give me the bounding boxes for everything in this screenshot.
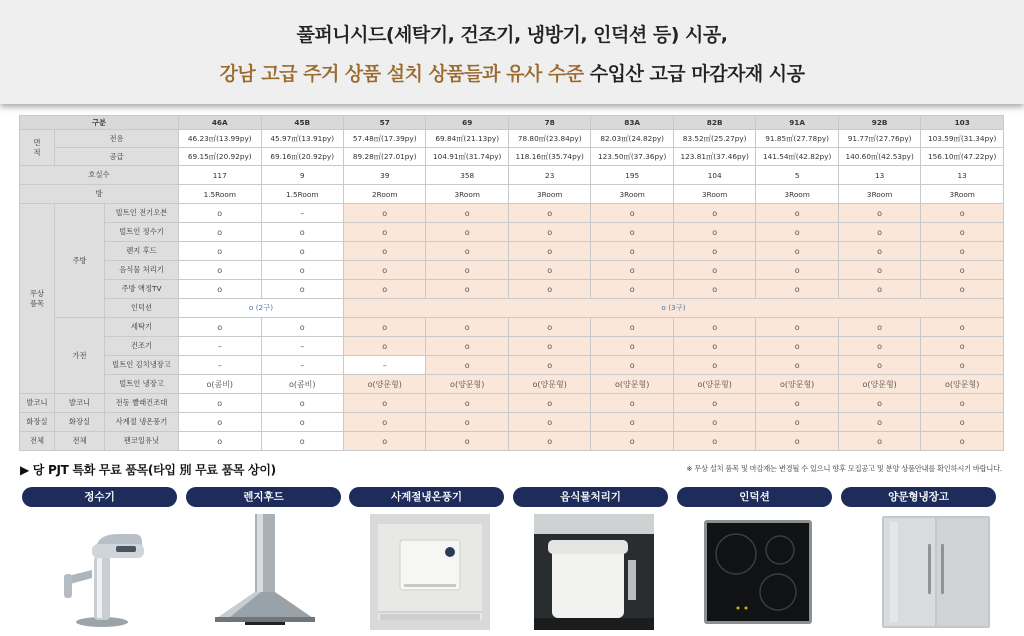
item-value-cell: o (426, 261, 508, 280)
area-value-cell: 123.50㎡(37.36py) (591, 148, 673, 166)
range-hood-photo (205, 514, 325, 630)
headline-line-2 (0, 59, 1024, 86)
item-value-cell: o (756, 356, 838, 375)
item-value-cell: o (426, 318, 508, 337)
item-value-cell: o (426, 223, 508, 242)
item-value-cell: o (921, 242, 1004, 261)
single-item-row (20, 394, 1004, 413)
item-value-cell: o (261, 413, 343, 432)
headline-rest: 수입산 고급 마감자재 시공 (589, 63, 805, 85)
induction-value-cell: o (2구) (179, 299, 344, 318)
item-value-cell: o (838, 394, 920, 413)
item-value-cell: o (426, 356, 508, 375)
item-value-cell: o (838, 356, 920, 375)
room-row-value-cell: 1.5Room (179, 185, 261, 204)
product-pill-food-disposer: 음식물처리기 (513, 487, 668, 507)
item-value-cell: – (179, 337, 261, 356)
header-label-cell: 구분 (20, 116, 179, 130)
item-value-cell: o (838, 204, 920, 223)
room-row-value-cell: 3Room (591, 185, 673, 204)
item-value-cell: o (838, 261, 920, 280)
item-value-cell: o(양문형) (591, 375, 673, 394)
item-value-cell: o (426, 337, 508, 356)
appliance-group-cell: 가전 (55, 318, 105, 394)
item-value-cell: o (179, 318, 261, 337)
item-value-cell: o(양문형) (343, 375, 425, 394)
item-value-cell: o (426, 242, 508, 261)
item-label-cell: 렌지 후드 (105, 242, 179, 261)
type-header-cell: 82B (673, 116, 755, 130)
product-pill-fridge: 양문형냉장고 (841, 487, 996, 507)
item-value-cell: o (508, 318, 590, 337)
item-value-cell: o (591, 223, 673, 242)
type-header-cell: 78 (508, 116, 590, 130)
item-label-cell: 전동 빨래건조대 (105, 394, 179, 413)
item-value-cell: o (343, 413, 425, 432)
product-pill-range-hood: 렌지후드 (186, 487, 341, 507)
food-disposer-photo (534, 514, 654, 630)
room-row-label-cell: 방 (20, 185, 179, 204)
item-value-cell: o (921, 394, 1004, 413)
type-header-cell: 69 (426, 116, 508, 130)
kitchen-item-row (20, 261, 1004, 280)
item-value-cell: o (591, 356, 673, 375)
item-value-cell: o (756, 394, 838, 413)
units-row-value-cell: 39 (343, 166, 425, 185)
item-value-cell: o (261, 318, 343, 337)
room-row-value-cell: 3Room (508, 185, 590, 204)
item-value-cell: o (508, 280, 590, 299)
item-value-cell: o (591, 337, 673, 356)
item-value-cell: o (343, 432, 425, 451)
item-value-cell: o (673, 242, 755, 261)
item-value-cell: o (756, 223, 838, 242)
item-value-cell: o (261, 223, 343, 242)
area-value-cell: 141.54㎡(42.82py) (756, 148, 838, 166)
area-value-cell: 69.15㎡(20.92py) (179, 148, 261, 166)
area-label-cell: 공급 (55, 148, 179, 166)
item-value-cell: o (426, 204, 508, 223)
item-value-cell: o (673, 280, 755, 299)
item-value-cell: o (673, 261, 755, 280)
item-value-cell: o (508, 432, 590, 451)
single-item-row (20, 413, 1004, 432)
item-value-cell: o (838, 337, 920, 356)
kitchen-item-row (20, 204, 1004, 223)
single-group-cell: 화장실 (55, 413, 105, 432)
single-group-cell: 전체 (55, 432, 105, 451)
spec-table-wrap (19, 115, 1004, 451)
item-value-cell: o (673, 394, 755, 413)
item-value-cell: o (756, 261, 838, 280)
area-value-cell: 123.81㎡(37.46py) (673, 148, 755, 166)
item-value-cell: o(양문형) (838, 375, 920, 394)
induction-photo (698, 514, 818, 630)
item-value-cell: o (426, 394, 508, 413)
item-value-cell: o (921, 337, 1004, 356)
item-value-cell: o (343, 337, 425, 356)
type-header-cell: 83A (591, 116, 673, 130)
item-value-cell: o (179, 432, 261, 451)
item-value-cell: o(양문형) (756, 375, 838, 394)
area-row (20, 130, 1004, 148)
area-value-cell: 45.97㎡(13.91py) (261, 130, 343, 148)
item-value-cell: o (426, 432, 508, 451)
area-value-cell: 156.10㎡(47.22py) (921, 148, 1004, 166)
item-value-cell: o (591, 242, 673, 261)
item-value-cell: o (673, 413, 755, 432)
units-row-value-cell: 358 (426, 166, 508, 185)
product-pill-induction: 인덕션 (677, 487, 832, 507)
item-value-cell: o(양문형) (426, 375, 508, 394)
units-row-value-cell: 9 (261, 166, 343, 185)
item-value-cell: o (921, 204, 1004, 223)
item-value-cell: o (921, 413, 1004, 432)
item-value-cell: o (838, 223, 920, 242)
area-value-cell: 140.60㎡(42.53py) (838, 148, 920, 166)
item-value-cell: o (673, 356, 755, 375)
item-value-cell: o (179, 394, 261, 413)
room-row-value-cell: 3Room (838, 185, 920, 204)
item-value-cell: o (921, 432, 1004, 451)
page-header (0, 0, 1024, 104)
area-label-cell: 전용 (55, 130, 179, 148)
item-value-cell: o (591, 261, 673, 280)
appliance-item-row (20, 375, 1004, 394)
kitchen-item-row (20, 242, 1004, 261)
fridge-photo (876, 514, 996, 630)
item-value-cell: o (179, 280, 261, 299)
item-value-cell: o(양문형) (921, 375, 1004, 394)
room-row-value-cell: 3Room (921, 185, 1004, 204)
item-value-cell: o (343, 223, 425, 242)
item-value-cell: o (921, 261, 1004, 280)
spec-table (19, 115, 1004, 451)
room-row-value-cell: 3Room (426, 185, 508, 204)
item-label-cell: 세탁기 (105, 318, 179, 337)
item-value-cell: o (673, 337, 755, 356)
type-header-cell: 57 (343, 116, 425, 130)
item-value-cell: o (673, 223, 755, 242)
item-value-cell: o (343, 318, 425, 337)
item-value-cell: o (179, 413, 261, 432)
item-label-cell: 주방 액정TV (105, 280, 179, 299)
item-value-cell: o (591, 204, 673, 223)
item-value-cell: o (261, 432, 343, 451)
item-value-cell: o(양문형) (673, 375, 755, 394)
area-value-cell: 46.23㎡(13.99py) (179, 130, 261, 148)
item-value-cell: o (261, 394, 343, 413)
item-value-cell: o (343, 394, 425, 413)
room-row-value-cell: 2Room (343, 185, 425, 204)
room-row-value-cell: 1.5Room (261, 185, 343, 204)
item-value-cell: o (261, 261, 343, 280)
item-label-cell: 인덕션 (105, 299, 179, 318)
item-value-cell: o (756, 242, 838, 261)
appliance-item-row (20, 318, 1004, 337)
item-value-cell: o (591, 394, 673, 413)
item-label-cell: 사계절 냉온풍기 (105, 413, 179, 432)
item-value-cell: – (261, 356, 343, 375)
headline-highlight: 강남 고급 주거 상품 설치 상품들과 유사 수준 (219, 63, 584, 85)
area-value-cell: 118.16㎡(35.74py) (508, 148, 590, 166)
item-value-cell: o (508, 204, 590, 223)
water-purifier-photo (40, 514, 160, 630)
area-value-cell: 89.28㎡(27.01py) (343, 148, 425, 166)
headline-line-1: 풀퍼니시드(세탁기, 건조기, 냉방기, 인덕션 등) 시공, (296, 24, 728, 46)
item-value-cell: o (508, 394, 590, 413)
area-value-cell: 82.03㎡(24.82py) (591, 130, 673, 148)
table-header-row (20, 116, 1004, 130)
units-row-value-cell: 13 (838, 166, 920, 185)
area-value-cell: 78.80㎡(23.84py) (508, 130, 590, 148)
item-value-cell: o (179, 261, 261, 280)
single-group-cell: 화장실 (20, 413, 55, 432)
item-label-cell: 건조기 (105, 337, 179, 356)
item-label-cell: 빌트인 전기오븐 (105, 204, 179, 223)
item-value-cell: o (673, 204, 755, 223)
area-value-cell: 91.77㎡(27.76py) (838, 130, 920, 148)
disclaimer-note: ※ 무상 설치 품목 및 마감재는 변경될 수 있으니 향후 모집공고 및 분양 상품안내를 확인하시기 바랍니다. (686, 464, 1002, 473)
item-value-cell: – (261, 337, 343, 356)
item-value-cell: o (756, 280, 838, 299)
item-value-cell: o (261, 242, 343, 261)
kitchen-group-cell: 주방 (55, 204, 105, 318)
item-value-cell: o (508, 223, 590, 242)
single-item-row (20, 432, 1004, 451)
item-value-cell: o (261, 280, 343, 299)
item-value-cell: o (673, 318, 755, 337)
induction-value-cell: o (3구) (343, 299, 1003, 318)
product-pill-water-purifier: 정수기 (22, 487, 177, 507)
item-value-cell: o (343, 261, 425, 280)
room-row-value-cell: 3Room (673, 185, 755, 204)
units-row-value-cell: 195 (591, 166, 673, 185)
item-label-cell: 팬코일유닛 (105, 432, 179, 451)
item-value-cell: o (756, 432, 838, 451)
area-value-cell: 57.48㎡(17.39py) (343, 130, 425, 148)
units-row-value-cell: 104 (673, 166, 755, 185)
product-pill-air-conditioner: 사계절냉온풍기 (349, 487, 504, 507)
item-value-cell: o (673, 432, 755, 451)
item-value-cell: o (508, 242, 590, 261)
room-row-value-cell: 3Room (756, 185, 838, 204)
area-value-cell: 69.16㎡(20.92py) (261, 148, 343, 166)
item-value-cell: o (921, 280, 1004, 299)
item-value-cell: – (343, 356, 425, 375)
item-value-cell: o (426, 413, 508, 432)
type-header-cell: 91A (756, 116, 838, 130)
room-row (20, 185, 1004, 204)
item-value-cell: o (838, 318, 920, 337)
item-value-cell: o(양문형) (508, 375, 590, 394)
item-label-cell: 빌트인 김치냉장고 (105, 356, 179, 375)
type-header-cell: 103 (921, 116, 1004, 130)
item-value-cell: o (426, 280, 508, 299)
item-value-cell: o (921, 356, 1004, 375)
item-value-cell: o (508, 261, 590, 280)
area-value-cell: 69.84㎡(21.13py) (426, 130, 508, 148)
section-subtitle: ▶ 당 PJT 특화 무료 품목(타입 別 무료 품목 상이) (20, 463, 276, 477)
appliance-item-row (20, 356, 1004, 375)
kitchen-item-row (20, 280, 1004, 299)
item-value-cell: o (591, 280, 673, 299)
induction-row (20, 299, 1004, 318)
units-row-value-cell: 13 (921, 166, 1004, 185)
type-header-cell: 45B (261, 116, 343, 130)
item-value-cell: o (179, 223, 261, 242)
item-value-cell: o (756, 413, 838, 432)
appliance-item-row (20, 337, 1004, 356)
item-value-cell: o (838, 242, 920, 261)
item-label-cell: 빌트인 냉장고 (105, 375, 179, 394)
area-value-cell: 91.85㎡(27.78py) (756, 130, 838, 148)
area-value-cell: 83.52㎡(25.27py) (673, 130, 755, 148)
item-value-cell: o (508, 356, 590, 375)
single-group-cell: 전체 (20, 432, 55, 451)
item-value-cell: o(콤비) (261, 375, 343, 394)
item-value-cell: o (179, 242, 261, 261)
area-row (20, 148, 1004, 166)
item-value-cell: o (343, 204, 425, 223)
units-row-label-cell: 호실수 (20, 166, 179, 185)
single-group-cell: 발코니 (20, 394, 55, 413)
units-row-value-cell: 117 (179, 166, 261, 185)
air-conditioner-photo (370, 514, 490, 630)
kitchen-item-row (20, 223, 1004, 242)
item-value-cell: o (756, 337, 838, 356)
item-label-cell: 음식물 처리기 (105, 261, 179, 280)
item-value-cell: o (591, 432, 673, 451)
units-row (20, 166, 1004, 185)
free-items-group-cell: 무상 품목 (20, 204, 55, 394)
item-value-cell: o (343, 242, 425, 261)
item-value-cell: o (921, 318, 1004, 337)
item-value-cell: o (756, 204, 838, 223)
item-value-cell: o (756, 318, 838, 337)
item-value-cell: o (179, 204, 261, 223)
item-value-cell: o (508, 337, 590, 356)
item-value-cell: o (921, 223, 1004, 242)
item-value-cell: o (591, 318, 673, 337)
item-value-cell: o (591, 413, 673, 432)
item-value-cell: o(콤비) (179, 375, 261, 394)
item-value-cell: o (838, 413, 920, 432)
area-group-cell: 면 적 (20, 130, 55, 166)
item-value-cell: o (343, 280, 425, 299)
item-value-cell: o (838, 280, 920, 299)
units-row-value-cell: 23 (508, 166, 590, 185)
type-header-cell: 92B (838, 116, 920, 130)
spec-table-body (20, 116, 1004, 451)
item-label-cell: 빌트인 정수기 (105, 223, 179, 242)
area-value-cell: 104.91㎡(31.74py) (426, 148, 508, 166)
units-row-value-cell: 5 (756, 166, 838, 185)
item-value-cell: o (508, 413, 590, 432)
type-header-cell: 46A (179, 116, 261, 130)
item-value-cell: – (179, 356, 261, 375)
single-group-cell: 발코니 (55, 394, 105, 413)
item-value-cell: o (838, 432, 920, 451)
item-value-cell: – (261, 204, 343, 223)
area-value-cell: 103.59㎡(31.34py) (921, 130, 1004, 148)
